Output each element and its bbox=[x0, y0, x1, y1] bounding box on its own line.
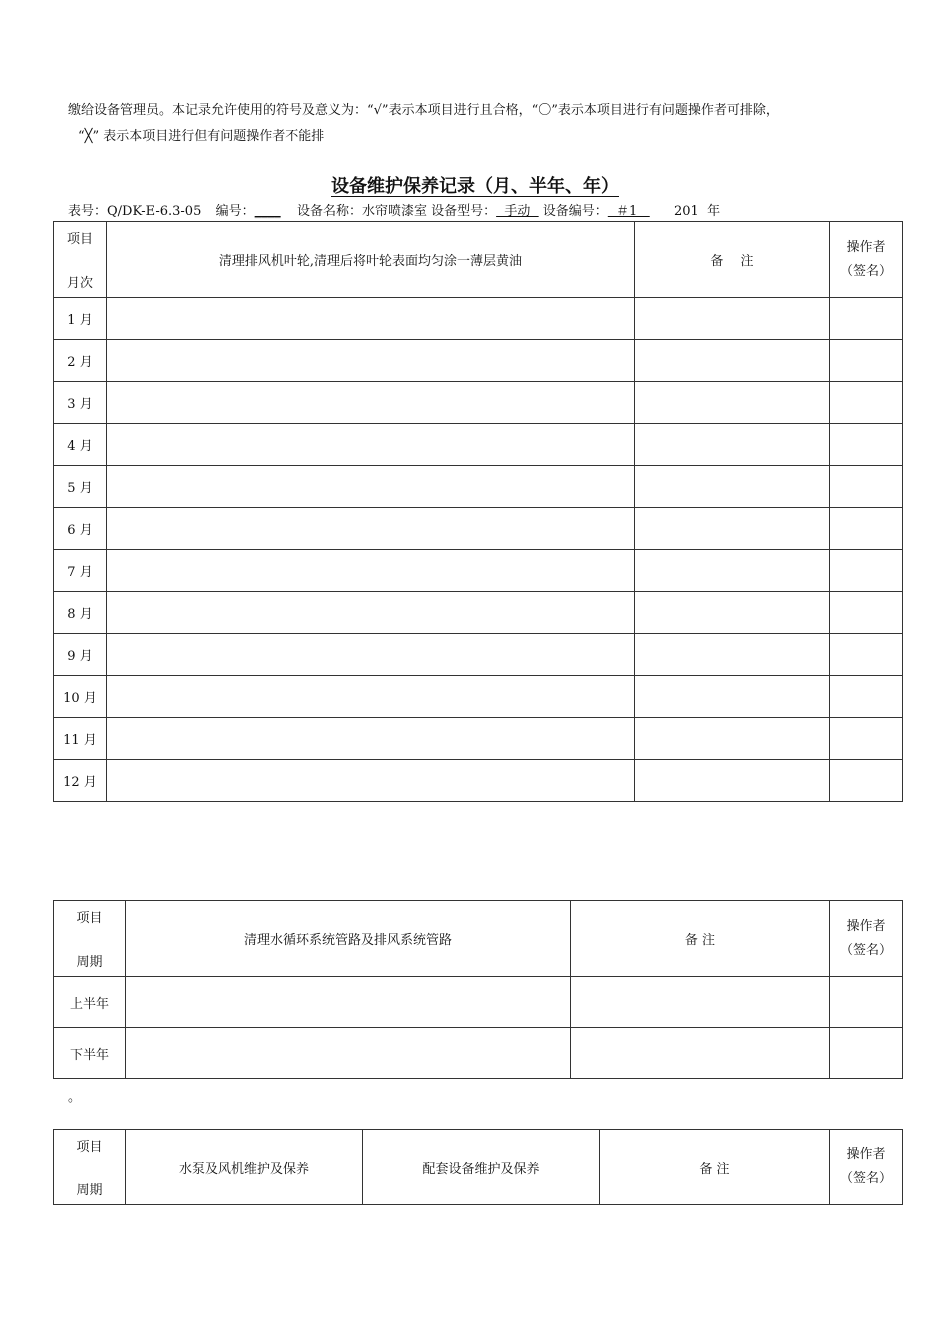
device-name: 设备名称：水帘喷漆室 bbox=[296, 204, 427, 219]
table-row bbox=[54, 550, 903, 592]
serial-label: 编号： bbox=[215, 204, 255, 219]
operator-signature-cell[interactable] bbox=[830, 760, 903, 802]
table-row bbox=[54, 634, 903, 676]
year-field: 201 年 bbox=[674, 204, 721, 219]
remark-entry-cell[interactable] bbox=[635, 424, 830, 466]
task-entry-cell[interactable] bbox=[107, 550, 635, 592]
header-item-label: 项目 bbox=[76, 911, 103, 926]
header-item-label: 项目 bbox=[66, 232, 93, 247]
operator-label: 操作者 bbox=[846, 239, 886, 255]
row-period-label: 10 月 bbox=[54, 676, 107, 718]
operator-label: 操作者 bbox=[846, 1147, 886, 1162]
operator-signature-cell[interactable] bbox=[830, 676, 903, 718]
header-task-auxiliary: 配套设备维护及保养 bbox=[363, 1130, 600, 1205]
remark-entry-cell[interactable] bbox=[635, 382, 830, 424]
remark-entry-cell[interactable] bbox=[635, 550, 830, 592]
header-period-label: 周期 bbox=[76, 1183, 103, 1198]
remark-entry-cell[interactable] bbox=[635, 718, 830, 760]
row-period-label: 7 月 bbox=[54, 550, 107, 592]
header-period-label: 周期 bbox=[76, 955, 103, 970]
operator-signature-cell[interactable] bbox=[830, 466, 903, 508]
row-period-label: 9 月 bbox=[54, 634, 107, 676]
title-text: 设备维护保养记录（月、半年、年） bbox=[331, 176, 619, 197]
header-item-label: 项目 bbox=[76, 1140, 103, 1155]
header-operator bbox=[830, 901, 903, 977]
serial-value: ____ bbox=[254, 204, 281, 219]
remark-entry-cell[interactable] bbox=[571, 1028, 830, 1079]
row-period-label: 12 月 bbox=[54, 760, 107, 802]
table-header-row bbox=[54, 901, 903, 977]
task-entry-cell[interactable] bbox=[107, 466, 635, 508]
row-period-label: 2 月 bbox=[54, 340, 107, 382]
form-number: 表号：Q/DK-E-6.3-05 bbox=[68, 204, 202, 219]
operator-signature-cell[interactable] bbox=[830, 298, 903, 340]
operator-sign-label: （签名） bbox=[839, 942, 892, 958]
header-remark: 备 注 bbox=[571, 901, 830, 977]
remark-entry-cell[interactable] bbox=[635, 466, 830, 508]
task-entry-cell[interactable] bbox=[107, 592, 635, 634]
table-header-row bbox=[54, 222, 903, 298]
task-entry-cell[interactable] bbox=[107, 382, 635, 424]
page-title bbox=[0, 172, 950, 198]
operator-sign-label: （签名） bbox=[839, 263, 892, 279]
operator-signature-cell[interactable] bbox=[830, 550, 903, 592]
operator-signature-cell[interactable] bbox=[830, 1028, 903, 1079]
task-entry-cell[interactable] bbox=[107, 760, 635, 802]
row-period-label: 4 月 bbox=[54, 424, 107, 466]
operator-signature-cell[interactable] bbox=[830, 508, 903, 550]
row-period-label: 6 月 bbox=[54, 508, 107, 550]
table-row bbox=[54, 977, 903, 1028]
remark-entry-cell[interactable] bbox=[635, 592, 830, 634]
table-row bbox=[54, 298, 903, 340]
table-row bbox=[54, 676, 903, 718]
row-period-label: 上半年 bbox=[54, 977, 126, 1028]
remark-entry-cell[interactable] bbox=[635, 760, 830, 802]
table-row bbox=[54, 592, 903, 634]
operator-signature-cell[interactable] bbox=[830, 718, 903, 760]
operator-signature-cell[interactable] bbox=[830, 382, 903, 424]
table-row bbox=[54, 424, 903, 466]
task-entry-cell[interactable] bbox=[107, 676, 635, 718]
row-period-label: 3 月 bbox=[54, 382, 107, 424]
row-period-label: 5 月 bbox=[54, 466, 107, 508]
device-no-label: 设备编号： bbox=[542, 204, 608, 219]
table-row bbox=[54, 760, 903, 802]
header-task-pump-fan: 水泵及风机维护及保养 bbox=[126, 1130, 363, 1205]
table-row bbox=[54, 340, 903, 382]
annual-maintenance-table bbox=[53, 1129, 903, 1205]
task-entry-cell[interactable] bbox=[107, 340, 635, 382]
header-remark: 备 注 bbox=[635, 222, 830, 298]
remark-entry-cell[interactable] bbox=[635, 634, 830, 676]
monthly-maintenance-table bbox=[53, 221, 903, 802]
intro-text bbox=[68, 98, 898, 150]
row-period-label: 1 月 bbox=[54, 298, 107, 340]
form-meta bbox=[68, 200, 720, 219]
operator-label: 操作者 bbox=[846, 918, 886, 934]
task-entry-cell[interactable] bbox=[126, 1028, 571, 1079]
intro-line-1: 缴给设备管理员。本记录允许使用的符号及意义为：“√”表示本项目进行且合格，“〇”表示本项目进行有问题操作者可排除， bbox=[68, 103, 779, 118]
remark-entry-cell[interactable] bbox=[635, 508, 830, 550]
operator-signature-cell[interactable] bbox=[830, 977, 903, 1028]
header-task: 清理排风机叶轮,清理后将叶轮表面均匀涂一薄层黄油 bbox=[107, 222, 635, 298]
row-period-label: 8 月 bbox=[54, 592, 107, 634]
operator-signature-cell[interactable] bbox=[830, 340, 903, 382]
operator-signature-cell[interactable] bbox=[830, 592, 903, 634]
header-item-period-cell bbox=[54, 1130, 126, 1205]
task-entry-cell[interactable] bbox=[107, 634, 635, 676]
remark-entry-cell[interactable] bbox=[635, 676, 830, 718]
header-operator bbox=[830, 1130, 903, 1205]
table-row bbox=[54, 508, 903, 550]
model-value: 手动 bbox=[496, 204, 539, 219]
row-period-label: 下半年 bbox=[54, 1028, 126, 1079]
separator-mark: 。 bbox=[68, 1090, 82, 1105]
header-remark: 备 注 bbox=[600, 1130, 830, 1205]
header-task: 清理水循环系统管路及排风系统管路 bbox=[126, 901, 571, 977]
table-row bbox=[54, 718, 903, 760]
intro-line-2: “╳” 表示本项目进行但有问题操作者不能排 bbox=[78, 129, 325, 144]
header-item-period-cell bbox=[54, 222, 107, 298]
halfyear-maintenance-table bbox=[53, 900, 903, 1079]
table-row bbox=[54, 382, 903, 424]
header-item-period-cell bbox=[54, 901, 126, 977]
model-label: 设备型号： bbox=[431, 204, 497, 219]
operator-sign-label: （签名） bbox=[839, 1171, 892, 1186]
table-header-row bbox=[54, 1130, 903, 1205]
remark-entry-cell[interactable] bbox=[635, 298, 830, 340]
header-period-label: 月次 bbox=[66, 276, 93, 291]
task-entry-cell[interactable] bbox=[107, 718, 635, 760]
remark-entry-cell[interactable] bbox=[571, 977, 830, 1028]
task-entry-cell[interactable] bbox=[107, 298, 635, 340]
table-row bbox=[54, 1028, 903, 1079]
device-no-value: ＃1 bbox=[607, 204, 650, 219]
task-entry-cell[interactable] bbox=[107, 424, 635, 466]
header-operator bbox=[830, 222, 903, 298]
operator-signature-cell[interactable] bbox=[830, 634, 903, 676]
remark-entry-cell[interactable] bbox=[635, 340, 830, 382]
table-row bbox=[54, 466, 903, 508]
task-entry-cell[interactable] bbox=[126, 977, 571, 1028]
row-period-label: 11 月 bbox=[54, 718, 107, 760]
task-entry-cell[interactable] bbox=[107, 508, 635, 550]
operator-signature-cell[interactable] bbox=[830, 424, 903, 466]
